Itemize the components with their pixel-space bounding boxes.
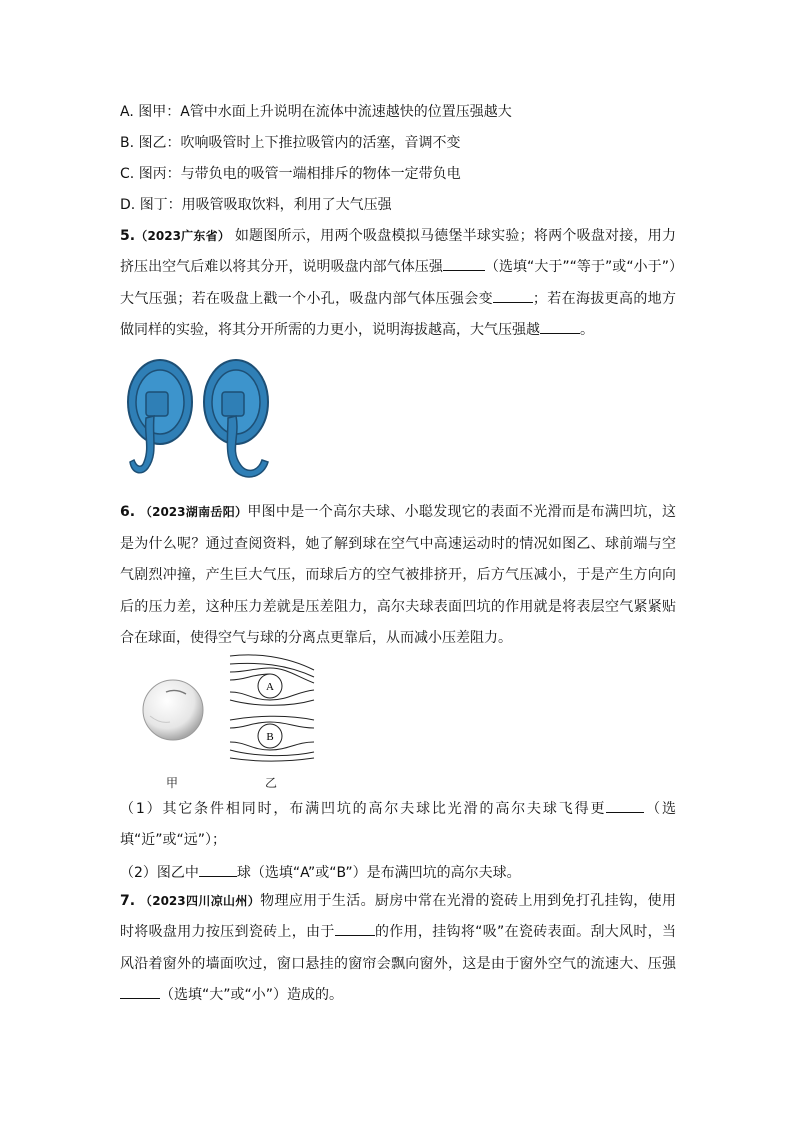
question-source: （2023四川凉山州） <box>139 894 261 908</box>
figure-caption-yi: 乙 <box>265 776 278 790</box>
ball-b-label: B <box>266 731 274 743</box>
suction-cup-left <box>128 360 192 473</box>
question-6-sub-2: （2）图乙中 球（选填“A”或“B”）是布满凹坑的高尔夫球。 <box>120 862 521 883</box>
answer-blank[interactable] <box>540 319 580 334</box>
question-source: （2023湖南岳阳） <box>139 505 248 519</box>
answer-blank[interactable] <box>606 798 644 813</box>
answer-blank[interactable] <box>443 256 485 271</box>
question-number: 7. <box>120 893 136 909</box>
option-c: C. 图丙：与带负电的吸管一端相排斥的物体一定带负电 <box>120 166 461 182</box>
question-5: 5.（2023广东省） 如题图所示，用两个吸盘模拟马德堡半球实验；将两个吸盘对接，用力挤压出空气后难以将其分开，说明吸盘内部气体压强 （选填“大于”“等于”或“小于”）大气压强；若在吸盘上戳一个小孔，吸盘内部气体压强会变 ；若在海拔更高的地方做同样的实验，将其分开所需的力更小，说明海拔越高，大气压强越 。 <box>120 228 677 338</box>
figure-caption-jia: 甲 <box>166 776 179 790</box>
ball-a-label: A <box>266 681 274 693</box>
answer-blank[interactable] <box>335 921 375 936</box>
question-number: 5. <box>120 228 136 244</box>
question-7: 7. （2023四川凉山州）物理应用于生活。厨房中常在光滑的瓷砖上用到免打孔挂钩，使用时将吸盘用力按压到瓷砖上，由于 的作用，挂钩将“吸”在瓷砖表面。刮大风时，当风沿着窗外的墙面吹过，窗口悬挂的窗帘会飘向窗外，这是由于窗外空气的流速大、压强（选填“大”或“小”）造成的。 <box>120 893 677 1003</box>
suction-cup-right <box>204 360 268 477</box>
suction-cups-figure <box>118 350 288 482</box>
question-number: 6. <box>120 504 136 520</box>
option-a: A. 图甲：A管中水面上升说明在流体中流速越快的位置压强越大 <box>120 104 512 120</box>
question-6: 6. （2023湖南岳阳）甲图中是一个高尔夫球、小聪发现它的表面不光滑而是布满凹坑，这是为什么呢？通过查阅资料，她了解到球在空气中高速运动时的情况如图乙、球前端与空气剧烈冲撞，产生巨大气压，而球后方的空气被排挤开，后方气压减小，于是产生方向向后的压力差，这种压力差就是压差阻力，高尔夫球表面凹坑的作用就是将表层空气紧紧贴合在球面，使得空气与球的分离点更靠后，从而减小压差阻力。 <box>120 504 676 646</box>
answer-blank[interactable] <box>120 984 160 999</box>
golf-ball-figure <box>140 676 206 746</box>
answer-blank[interactable] <box>493 288 533 303</box>
question-source: （2023广东省） <box>135 229 231 243</box>
airflow-diagram <box>226 650 318 764</box>
option-b: B. 图乙：吹响吸管时上下推拉吸管内的活塞，音调不变 <box>120 135 461 151</box>
question-6-sub-1: （1）其它条件相同时，布满凹坑的高尔夫球比光滑的高尔夫球飞得更 （选填“近”或“远”）； <box>120 794 676 857</box>
option-d: D. 图丁：用吸管吸取饮料，利用了大气压强 <box>120 197 392 213</box>
answer-blank[interactable] <box>199 862 237 877</box>
